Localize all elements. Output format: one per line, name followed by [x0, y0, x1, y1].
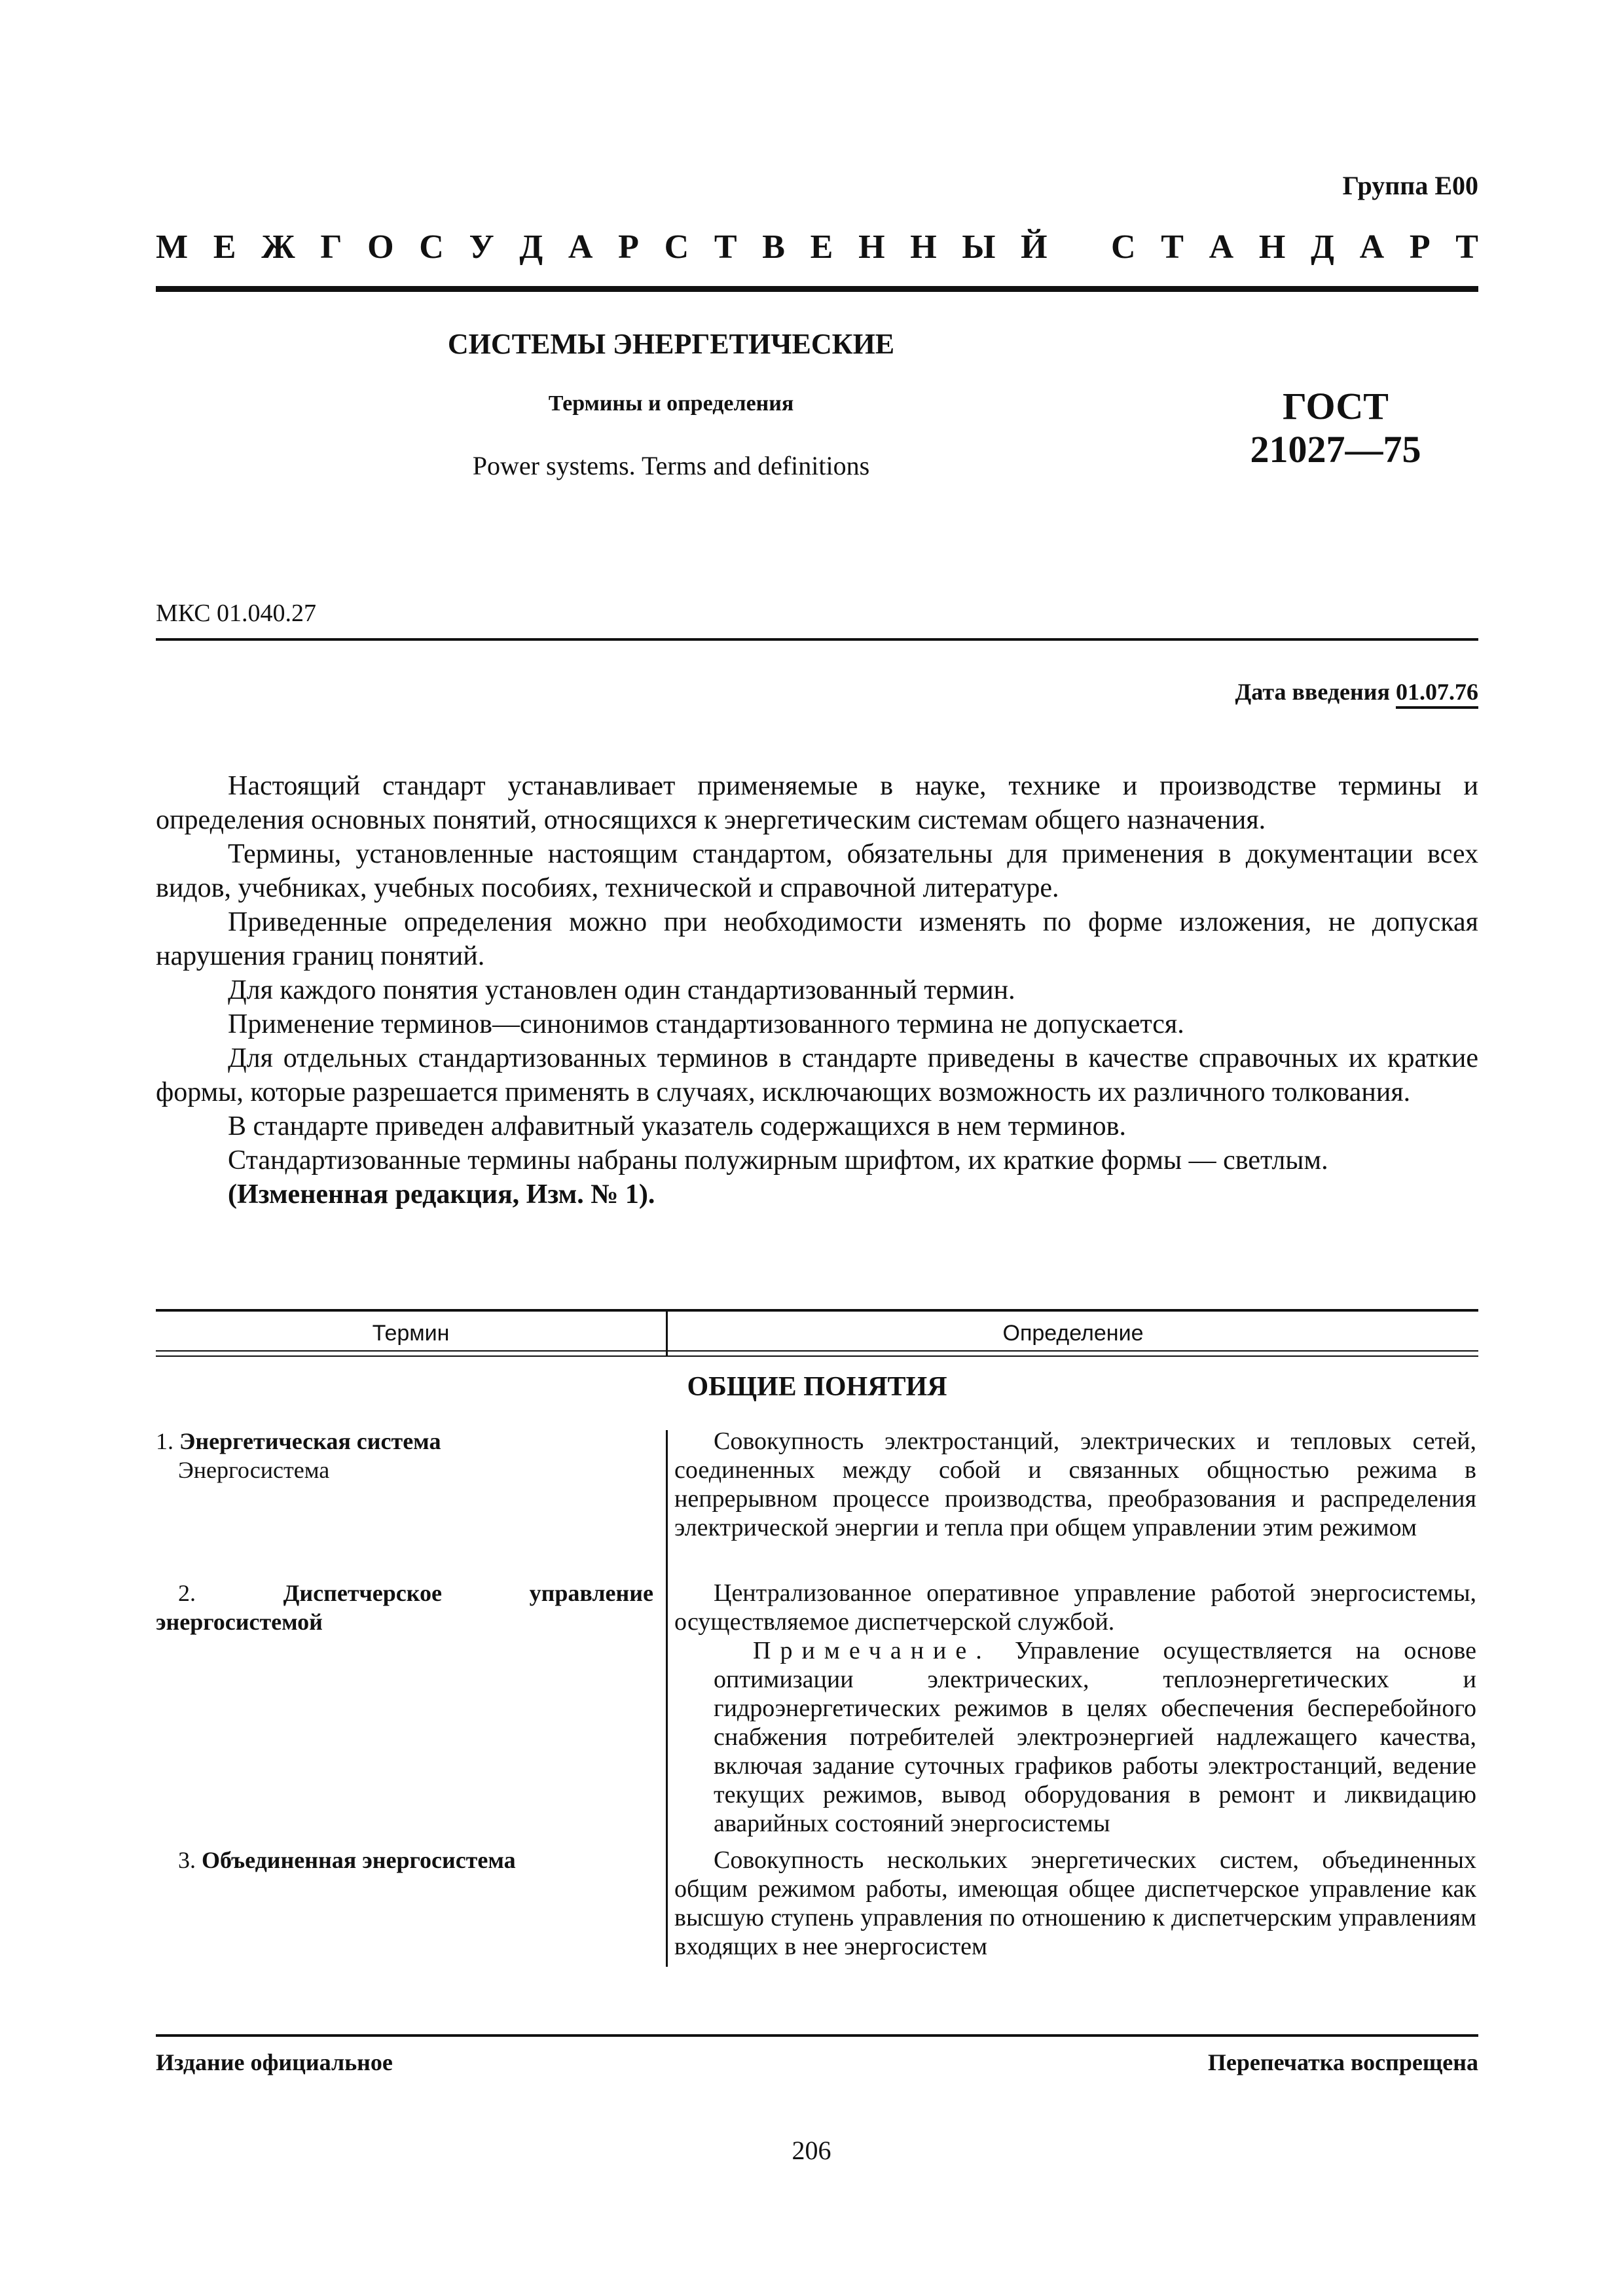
heading-letter: С	[419, 228, 444, 266]
table-top-rule	[156, 1309, 1478, 1312]
gost-number	[1198, 385, 1473, 471]
heading-letter: Т	[1455, 228, 1478, 266]
note-text: Управление осуществляется на основе оптимизации электрических, теплоэнергетических и гидроэнергетических режимов в целях обеспечения бесперебойного снабжения потребителей электроэнергией надлежащего качества, включая задание суточных графиков работы электростанций, ведение текущих режимов, вывод оборудования в ремонт и ликвидацию аварийных состояний энергосистемы	[714, 1637, 1476, 1837]
heading-letter: Е	[213, 228, 236, 266]
note-label: Примечание.	[753, 1637, 991, 1664]
amendment-note: (Измененная редакция, Изм. № 1).	[228, 1179, 655, 1210]
intro-paragraph: Для отдельных стандартизованных терминов в стандарте приведены в качестве справочных их краткие формы, которые разрешается применять в случаях, исключающих возможность их различного толкования.	[156, 1043, 1478, 1107]
heading-letter: Н	[858, 228, 885, 266]
heading-letter: Т	[714, 228, 737, 266]
heading-word-gap	[1072, 228, 1085, 266]
heading-letter: Ж	[261, 228, 295, 266]
reprint-prohibited-note: Перепечатка воспрещена	[1207, 2049, 1478, 2075]
intro-paragraph: Применение терминов—синонимов стандартизованного термина не допускается.	[228, 1009, 1184, 1039]
heading-letter: У	[469, 228, 494, 266]
heading-letter: Д	[1311, 228, 1334, 266]
term-number: 1.	[156, 1428, 173, 1454]
definition-text: Совокупность электростанций, электрических и тепловых сетей, соединенных между собой и связанных общностью режима в непрерывном процессе производства, преобразования и распределения электрической энергии и тепла при общем управлении этим режимом	[674, 1427, 1476, 1541]
official-edition-note: Издание официальное	[156, 2049, 393, 2075]
table-header-rule	[156, 1355, 1478, 1357]
footer-rule	[156, 2034, 1478, 2037]
term-name: Энергетическая система	[179, 1428, 441, 1454]
heading-letter: Р	[618, 228, 639, 266]
intro-paragraph: Приведенные определения можно при необходимости изменять по форме изложения, не допуская нарушения границ понятий.	[156, 907, 1478, 971]
gost-code: 21027—75	[1250, 428, 1421, 471]
term-entry-2	[156, 1579, 653, 1636]
heading-letter: Ы	[962, 228, 996, 266]
date-label: Дата введения	[1235, 679, 1390, 705]
definition-entry-2	[674, 1579, 1476, 1636]
term-entry-1	[156, 1427, 653, 1484]
table-column-divider	[666, 1430, 668, 1967]
column-header-definition: Определение	[1002, 1321, 1144, 1346]
page-number: 206	[792, 2136, 831, 2165]
document-subtitle: Термины и определения	[548, 391, 794, 416]
table-header-rule	[156, 1350, 1478, 1352]
definition-text: Централизованное оперативное управление работой энергосистемы, осуществляемое диспетчерской службой.	[674, 1579, 1476, 1636]
group-code: Группа Е00	[1342, 171, 1478, 200]
intro-paragraph: Настоящий стандарт устанавливает применяемые в науке, технике и производстве термины и определения основных понятий, относящихся к энергетическим системам общего назначения.	[156, 771, 1478, 835]
term-short-form: Энергосистема	[178, 1457, 330, 1483]
header-rule	[156, 286, 1478, 292]
heading-letter: Т	[1161, 228, 1184, 266]
introduction-date	[1235, 678, 1479, 706]
document-title: СИСТЕМЫ ЭНЕРГЕТИЧЕСКИЕ	[447, 328, 895, 360]
term-name: Объединенная энергосистема	[202, 1847, 516, 1873]
definition-entry-3	[674, 1846, 1476, 1961]
mks-rule	[156, 638, 1478, 641]
gost-label: ГОСТ	[1283, 385, 1389, 427]
term-name: Диспетчерское управление энергосистемой	[156, 1580, 653, 1635]
heading-letter: С	[1111, 228, 1136, 266]
column-header-term: Термин	[372, 1321, 450, 1346]
heading-letter: Н	[910, 228, 937, 266]
heading-letter: Д	[519, 228, 543, 266]
term-number: 3.	[178, 1847, 196, 1873]
definition-entry-1	[674, 1427, 1476, 1542]
intro-paragraph: В стандарте приведен алфавитный указатель содержащихся в нем терминов.	[228, 1111, 1126, 1141]
section-heading: ОБЩИЕ ПОНЯТИЯ	[687, 1372, 947, 1402]
term-number: 2.	[178, 1580, 196, 1606]
heading-letter: М	[156, 228, 189, 266]
heading-letter: Й	[1021, 228, 1048, 266]
date-value: 01.07.76	[1396, 679, 1478, 709]
heading-letter: Р	[1409, 228, 1431, 266]
heading-letter: Г	[320, 228, 342, 266]
intro-text	[156, 769, 1478, 1211]
heading-letter: Е	[810, 228, 833, 266]
heading-letter: А	[1209, 228, 1234, 266]
heading-letter: Н	[1258, 228, 1286, 266]
definition-text: Совокупность нескольких энергетических систем, объединенных общим режимом работы, имеющая общее диспетчерское управление как высшую ступень управления по отношению к диспетчерским управлениям входящих в нее энергосистем	[674, 1846, 1476, 1960]
term-entry-3	[156, 1846, 653, 1874]
intro-paragraph: Стандартизованные термины набраны полужирным шрифтом, их краткие формы — светлым.	[228, 1145, 1328, 1175]
intro-paragraph: Термины, установленные настоящим стандартом, обязательны для применения в документации всех видов, учебниках, учебных пособиях, технической и справочной литературе.	[156, 839, 1478, 903]
heading-letter: О	[367, 228, 394, 266]
english-title: Power systems. Terms and definitions	[472, 451, 870, 480]
heading-letter: А	[1359, 228, 1385, 266]
heading-letter: С	[664, 228, 689, 266]
note-entry-2	[714, 1636, 1476, 1838]
mks-code: МКС 01.040.27	[156, 600, 317, 627]
heading-letter: В	[762, 228, 785, 266]
interstate-standard-heading	[156, 228, 1478, 266]
intro-paragraph: Для каждого понятия установлен один стандартизованный термин.	[228, 975, 1015, 1005]
heading-letter: А	[568, 228, 593, 266]
